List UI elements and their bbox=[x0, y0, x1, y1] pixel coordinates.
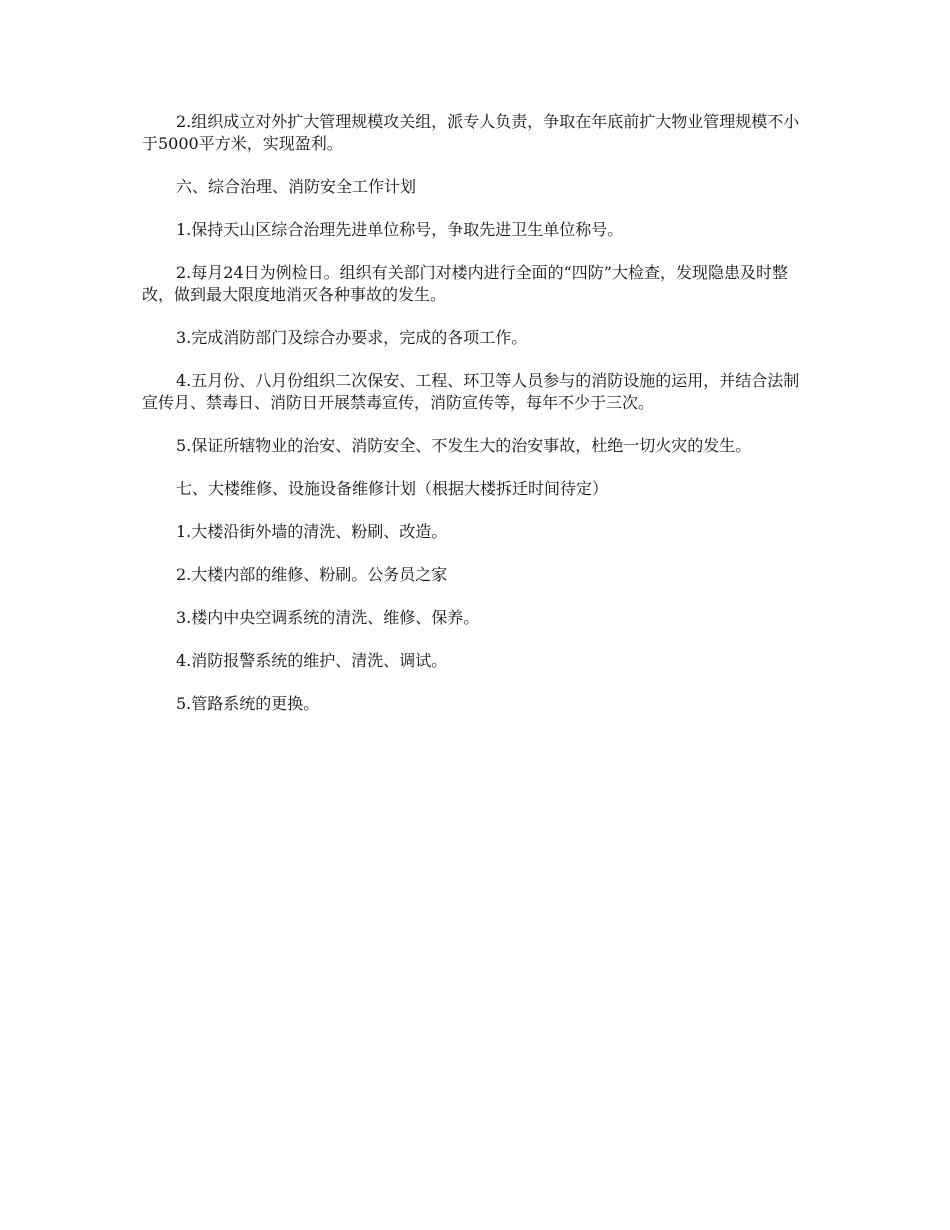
paragraph-maintenance-1: 1.大楼沿街外墙的清洗、粉刷、改造。 bbox=[176, 522, 448, 541]
document-body bbox=[142, 111, 810, 736]
paragraph-maintenance-4: 4.消防报警系统的维护、清洗、调试。 bbox=[176, 651, 448, 670]
paragraph-maintenance-3: 3.楼内中央空调系统的清洗、维修、保养。 bbox=[176, 608, 480, 627]
paragraph-safety-1: 1.保持天山区综合治理先进单位称号，争取先进卫生单位称号。 bbox=[176, 220, 624, 239]
paragraph-expand-management: 2.组织成立对外扩大管理规模攻关组，派专人负责，争取在年底前扩大物业管理规模不小于5000平方米，实现盈利。 bbox=[142, 112, 800, 153]
paragraph-maintenance-5: 5.管路系统的更换。 bbox=[176, 694, 320, 713]
section-heading-safety: 六、综合治理、消防安全工作计划 bbox=[176, 177, 417, 196]
paragraph-safety-4: 4.五月份、八月份组织二次保安、工程、环卫等人员参与的消防设施的运用，并结合法制宣传月、禁毒日、消防日开展禁毒宣传，消防宣传等，每年不少于三次。 bbox=[142, 371, 800, 412]
section-heading-maintenance: 七、大楼维修、设施设备维修计划（根据大楼拆迁时间待定） bbox=[176, 479, 609, 498]
paragraph-safety-5: 5.保证所辖物业的治安、消防安全、不发生大的治安事故，杜绝一切火灾的发生。 bbox=[176, 436, 752, 455]
paragraph-safety-3: 3.完成消防部门及综合办要求，完成的各项工作。 bbox=[176, 328, 528, 347]
paragraph-maintenance-2: 2.大楼内部的维修、粉刷。公务员之家 bbox=[176, 565, 448, 584]
paragraph-safety-2: 2.每月24日为例检日。组织有关部门对楼内进行全面的“四防”大检查，发现隐患及时整改，做到最大限度地消灭各种事故的发生。 bbox=[142, 263, 788, 304]
